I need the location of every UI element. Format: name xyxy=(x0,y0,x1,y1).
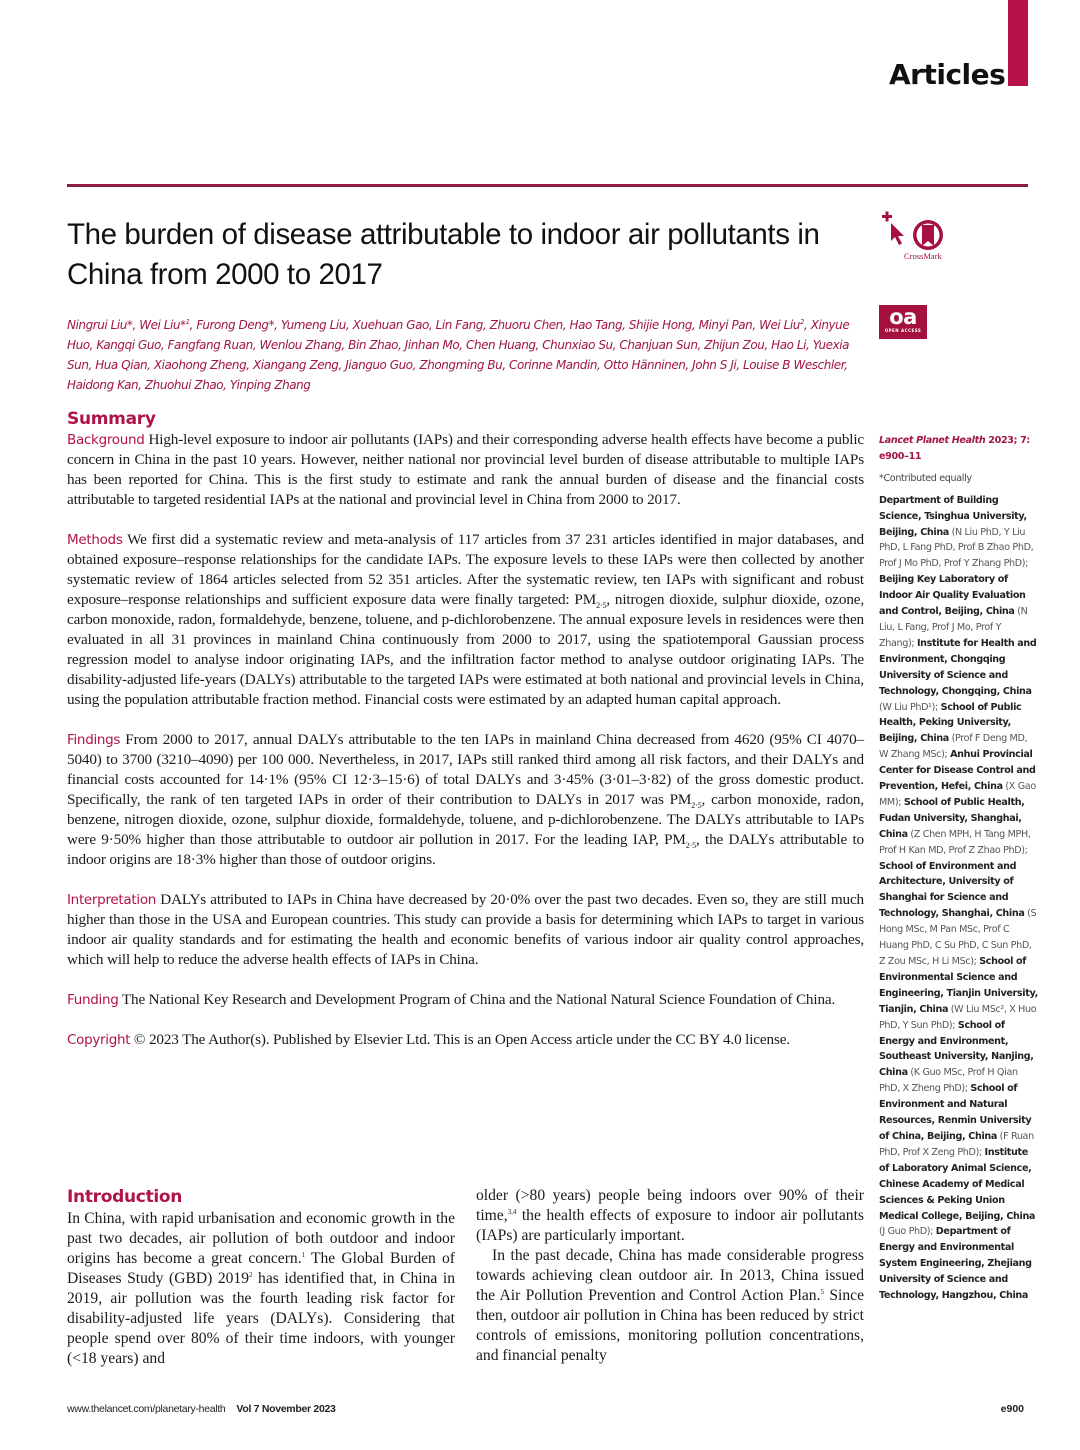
author-footnote: 1 xyxy=(185,318,190,326)
intro-text: Since then, outdoor air pollution in China has been reduced by strict controls of emissions, monitoring pollution concentrations, and financial penalty xyxy=(476,1287,864,1364)
affiliation-institution: Institute of Laboratory Animal Science, Chinese Academy of Medical Sciences & Peking Union Medical College, Beijing, China xyxy=(879,1146,1036,1222)
affiliation-people: (S Hong MSc, M Pan MSc, Prof C Huang PhD, C Su PhD, C Sun PhD, Z Zou MSc, H Li MSc); xyxy=(879,908,1037,967)
intro-text: In the past decade, China has made considerable progress towards achieving clean outdoor air. In 2013, China issued the Air Pollution Prevention and Control Action Plan. xyxy=(476,1247,864,1304)
intro-paragraph xyxy=(476,1186,864,1246)
summary-findings xyxy=(67,730,864,870)
summary-section xyxy=(67,408,864,1050)
affiliation-institution: School of Energy and Environment, Southeast University, Nanjing, China xyxy=(879,1019,1034,1079)
affiliation-people: (Prof F Deng MD, W Zhang MSc); xyxy=(879,733,1028,761)
methods-label: Methods xyxy=(67,532,123,548)
summary-background xyxy=(67,430,864,510)
subscript: 2·5 xyxy=(691,801,702,811)
copyright-text: © 2023 The Author(s). Published by Elsevier Ltd. This is an Open Access article under the CC BY 4.0 license. xyxy=(130,1031,790,1048)
summary-methods xyxy=(67,530,864,710)
affiliation-institution: School of Public Health, Fudan University, Shanghai, China xyxy=(879,796,1025,840)
affiliation-institution: Institute for Health and Environment, Chongqing University of Science and Technology, Chongqing, China xyxy=(879,637,1037,697)
findings-text: From 2000 to 2017, annual DALYs attributable to the ten IAPs in mainland China decreased from 4620 (95% CI 4070–5040) to 3700 (3210–4090) per 100 000. Nevertheless, in 2017, IAPs still ranked third among all risk factors, and their DALYs and financial costs accounted for 14·1% (95% CI 12·3–15·6) of total DALYs and 3·45% (3·01–3·82) of the gross domestic product. Specifically, the rank of ten targeted IAPs in order of their contribution to DALYs in 2017 was PM xyxy=(67,731,864,808)
affiliation-institution: School of Environmental Science and Engineering, Tianjin University, Tianjin, China xyxy=(879,956,1038,1015)
intro-text: The Global Burden of Diseases Study (GBD) 2019 xyxy=(67,1250,455,1287)
article-title: The burden of disease attributable to indoor air pollutants in China from 2000 to 2017 xyxy=(67,218,820,291)
author-list xyxy=(67,312,857,395)
affiliation-institution: School of Environment and Architecture, University of Shanghai for Science and Technology, Shanghai, China xyxy=(879,860,1025,920)
citation-journal: Lancet Planet Health xyxy=(879,435,986,446)
oa-sublabel: OPEN ACCESS xyxy=(884,328,922,333)
section-color-bar xyxy=(1008,0,1028,86)
affiliation-people: (W Liu PhD¹); xyxy=(879,701,941,713)
affiliation-people: (F Ruan PhD, Prof X Zeng PhD); xyxy=(879,1130,1034,1158)
funding-text: The National Key Research and Development Program of China and the National Natural Science Foundation of China. xyxy=(118,991,836,1008)
reference-link[interactable]: 1 xyxy=(301,1250,306,1259)
affiliations xyxy=(879,493,1039,1304)
sidebar-notes xyxy=(879,433,1039,1304)
affiliation-institution: School of Public Health, Peking University, Beijing, China xyxy=(879,701,1022,745)
affiliation-people: (Z Chen MPH, H Tang MPH, Prof H Kan MD, Prof Z Zhao PhD); xyxy=(879,828,1031,856)
oa-label: oa xyxy=(889,305,917,329)
copyright-label: Copyright xyxy=(67,1032,131,1048)
author-text: , Xinyue Huo, Kangqi Guo, Fangfang Ruan, Wenlou Zhang, Bin Zhao, Jinhan Mo, Chen Huang, Chunxiao Su, Chanjuan Sun, Zhijun Zou, Hao Li, Yuexia Sun, Hua Qian, Xiaohong Zheng, Xiangang Zeng, Jianguo Guo, Zhongming Bu, Corinne Mandin, Otto Hänninen, John S Ji, Louise B Weschler, Haidong Kan, Zhuohui Zhao, Yinping Zhang xyxy=(67,318,850,392)
contributed-note: *Contributed equally xyxy=(879,472,972,484)
citation-details: 2023; 7: e900–11 xyxy=(879,435,1030,462)
introduction-section xyxy=(67,1186,864,1369)
crossmark-label: CrossMark xyxy=(904,251,942,261)
page-number: e900 xyxy=(1000,1403,1024,1415)
affiliation-people: (N Liu, L Fang, Prof J Mo, Prof Y Zhang); xyxy=(879,606,1028,649)
summary-copyright xyxy=(67,1030,864,1050)
reference-link[interactable]: 3,4 xyxy=(507,1207,517,1216)
affiliation-institution: Department of Building Science, Tsinghua University, Beijing, China xyxy=(879,494,1027,538)
affiliation-institution: School of Environment and Natural Resources, Renmin University of China, Beijing, China xyxy=(879,1083,1032,1142)
background-label: Background xyxy=(67,432,145,448)
findings-text: , the DALYs attributable to indoor origins are 18·3% higher than those of outdoor origins. xyxy=(67,831,864,868)
reference-link[interactable]: 2 xyxy=(249,1270,253,1279)
open-access-badge xyxy=(879,305,927,339)
intro-text: the health effects of exposure to indoor air pollutants (IAPs) are particularly important. xyxy=(476,1207,864,1244)
methods-text: , nitrogen dioxide, sulphur dioxide, ozone, carbon monoxide, radon, formaldehyde, benzene, toluene, and p-dichlorobenzene. The annual exposure levels in residences were then evaluated in all 31 provinces in mainland China continuously from 2000 to 2017, using the spatiotemporal Gaussian process regression model to analyse indoor originating IAPs, and the infiltration factor method to analyse outdoor originating IAPs. The disability-adjusted life-years (DALYs) attributable to the targeted IAPs were estimated at both national and provincial levels in China, using the population attributable fraction method. Financial costs were estimated by an adapted human capital approach. xyxy=(67,591,865,708)
author-text: Ningrui Liu*, xyxy=(67,318,140,332)
journal-url-link[interactable]: www.thelancet.com/planetary-health xyxy=(67,1403,226,1415)
intro-paragraph xyxy=(476,1246,864,1366)
affiliation-people: (X Gao MM); xyxy=(879,781,1036,808)
page-footer xyxy=(67,1403,1024,1415)
interpretation-label: Interpretation xyxy=(67,892,157,908)
affiliation-people: (N Liu PhD, Y Liu PhD, L Fang PhD, Prof B Zhao PhD, Prof J Mo PhD, Prof Y Zhang PhD); xyxy=(879,526,1034,570)
summary-funding xyxy=(67,990,864,1010)
affiliation-institution: Anhui Provincial Center for Disease Control and Prevention, Hefei, China xyxy=(879,749,1036,793)
findings-label: Findings xyxy=(67,732,121,748)
author-text: Wei Liu* xyxy=(139,318,186,332)
reference-link[interactable]: 5 xyxy=(820,1287,824,1296)
summary-interpretation xyxy=(67,890,864,970)
author-text: , Furong Deng*, Yumeng Liu, Xuehuan Gao, Lin Fang, Zhuoru Chen, Hao Tang, Shijie Hong, Minyi Pan, Wei Liu xyxy=(189,318,800,332)
subscript: 2·5 xyxy=(596,601,607,611)
funding-label: Funding xyxy=(67,992,119,1008)
affiliation-people: (W Liu MSc², X Huo PhD, Y Sun PhD); xyxy=(879,1003,1037,1031)
intro-text: In China, with rapid urbanisation and economic growth in the past two decades, air pollution of both outdoor and indoor origins has become a great concern. xyxy=(67,1210,455,1267)
interpretation-text: DALYs attributed to IAPs in China have decreased by 20·0% over the past two decades. Even so, they are still much higher than those in the USA and European countries. This study can provide a basis for determining which IAPs to target in various indoor air quality standards and for estimating the health and economic benefits of various indoor air quality control approaches, which will help to reduce the adverse health effects of IAPs in China. xyxy=(67,891,864,968)
introduction-heading: Introduction xyxy=(67,1187,183,1207)
volume-info: Vol 7 November 2023 xyxy=(236,1403,336,1415)
affiliation-people: (J Guo PhD); xyxy=(879,1226,936,1238)
subscript: 2·5 xyxy=(685,841,696,851)
summary-heading: Summary xyxy=(67,409,156,429)
findings-text: , carbon monoxide, radon, benzene, nitrogen dioxide, ozone, sulphur dioxide, formaldehyde, toluene, and p-dichlorobenzene. The DALYs attributable to IAPs were 9·50% higher than those attributable to outdoor air pollution in 2017. For the leading IAP, PM xyxy=(67,791,864,848)
affiliation-people: (K Guo MSc, Prof H Qian PhD, X Zheng PhD); xyxy=(879,1067,1018,1095)
methods-text: We first did a systematic review and meta-analysis of 117 articles from 37 231 articles identified in major databases, and obtained exposure–response relationships for the candidate IAPs. The exposure levels to these IAPs were then collected by another systematic review of 1864 articles selected from 52 351 articles. After the systematic review, ten IAPs with significant and robust exposure–response relationships and sufficient exposure data were finally targeted: PM xyxy=(67,531,864,608)
header-rule xyxy=(67,184,1028,187)
citation xyxy=(879,433,1039,465)
affiliation-institution: Beijing Key Laboratory of Indoor Air Quality Evaluation and Control, Beijing, China xyxy=(879,574,1026,618)
section-label: Articles xyxy=(889,58,1006,91)
background-text: High-level exposure to indoor air pollutants (IAPs) and their corresponding adverse health effects have become a public concern in China in the past 10 years. However, neither national nor provincial level burden of disease attributable to multiple IAPs has been reported for China. This is the first study to estimate and rank the annual burden of disease and the financial costs attributable to targeted residential IAPs at the national and provincial level in China from 2000 to 2017. xyxy=(67,431,864,508)
affiliation-institution: Department of Energy and Environmental System Engineering, Zhejiang University of Science and Technology, Hangzhou, China xyxy=(879,1226,1032,1302)
intro-column-left xyxy=(67,1186,455,1369)
intro-text: older (>80 years) people being indoors over 90% of their time, xyxy=(476,1187,864,1224)
intro-column-right xyxy=(476,1186,864,1369)
intro-paragraph xyxy=(67,1209,455,1369)
intro-text: has identified that, in China in 2019, air pollution was the fourth leading risk factor for disability-adjusted life years (DALYs). Considering that people spend over 80% of their time indoors, with younger (<18 years) and xyxy=(67,1270,455,1367)
author-footnote: 2 xyxy=(799,318,804,326)
